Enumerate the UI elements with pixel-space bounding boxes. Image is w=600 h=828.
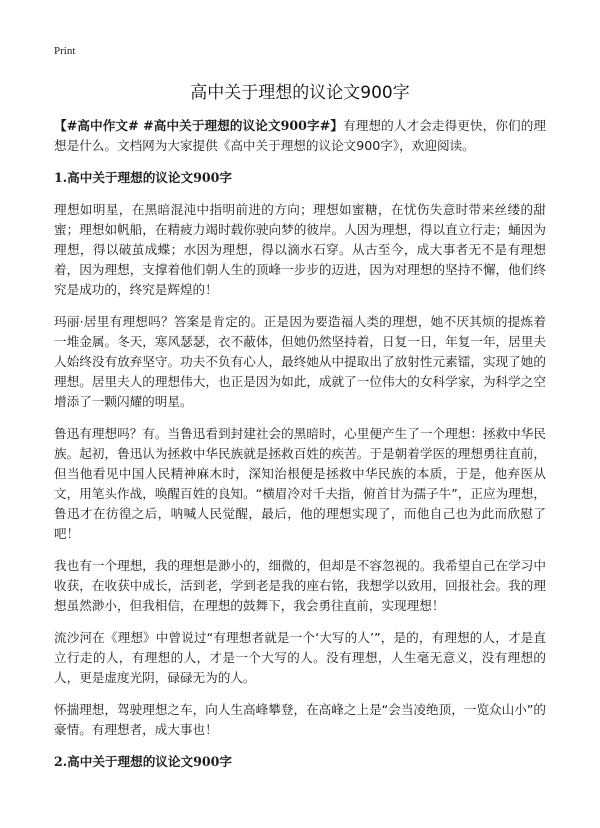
section-heading-1: 1.高中关于理想的议论文900字	[54, 170, 232, 185]
paragraph: 流沙河在《理想》中曾说过“有理想者就是一个‘大写的人’”，是的，有理想的人，才是直立行走的人，有理想的人，才是一个大写的人。没有理想，人生毫无意义，没有理想的人，更是虚度光阴，碌碌无为的人。	[54, 630, 546, 685]
intro-tag: 【#高中作文# #高中关于理想的议论文900字#】	[54, 118, 344, 133]
paragraph: 怀揣理想，驾驶理想之车，向人生高峰攀登，在高峰之上是“会当凌绝顶，一览众山小”的豪情。有理想者，成大事也！	[54, 702, 546, 737]
print-label: Print	[54, 45, 76, 57]
paragraph: 我也有一个理想，我的理想是渺小的，细微的，但却是不容忽视的。我希望自己在学习中收获，在收获中成长，活到老，学到老是我的座右铭，我想学以致用，回报社会。我的理想虽然渺小，但我相信，在理想的鼓舞下，我会勇往直前，实现理想！	[54, 558, 546, 613]
intro-paragraph	[54, 116, 546, 156]
paragraph: 理想如明星，在黑暗混沌中指明前进的方向；理想如蜜糖，在忧伤失意时带来丝缕的甜蜜；理想如帆船，在精疲力竭时载你驶向梦的彼岸。人因为理想，得以直立行走；蛹因为理想，得以破茧成蝶；水因为理想，得以滴水石穿。从古至今，成大事者无不是有理想着，因为理想，支撑着他们朝人生的顶峰一步步的迈进，因为对理想的坚持不懈，他们终究是成功的，终究是辉煌的！	[54, 202, 546, 297]
paragraph: 鲁迅有理想吗？有。当鲁迅看到封建社会的黑暗时，心里便产生了一个理想：拯救中华民族。起初，鲁迅认为拯救中华民族就是拯救百姓的疾苦。于是朝着学医的理想勇往直前，但当他看见中国人民精神麻木时，深知治根便是拯救中华民族的本质，于是，他弃医从文，用笔头作战，唤醒百姓的良知。“横眉冷对千夫指，俯首甘为孺子牛”，正应为理想，鲁迅才在彷徨之后，呐喊人民觉醒，最后，他的理想实现了，而他自己也为此而欣慰了吧！	[54, 426, 546, 541]
page-title: 高中关于理想的议论文900字	[190, 83, 410, 103]
paragraph: 玛丽·居里有理想吗？答案是肯定的。正是因为要造福人类的理想，她不厌其烦的提炼着一堆金属。冬天，寒风瑟瑟，衣不蔽体，但她仍然坚持着，日复一日，年复一年，居里夫人始终没有放弃坚守。功夫不负有心人，最终她从中提取出了放射性元素镭，实现了她的理想。居里夫人的理想伟大，也正是因为如此，成就了一位伟大的女科学家，为科学之空增添了一颗闪耀的明星。	[54, 314, 546, 409]
section-heading-2: 2.高中关于理想的议论文900字	[54, 754, 232, 769]
article-body	[54, 116, 546, 784]
intro-text: 有理想的人才会走得更快，你们的理想是什么。文档网为大家提供《高中关于理想的议论文900字》，欢迎阅读。	[54, 118, 547, 153]
